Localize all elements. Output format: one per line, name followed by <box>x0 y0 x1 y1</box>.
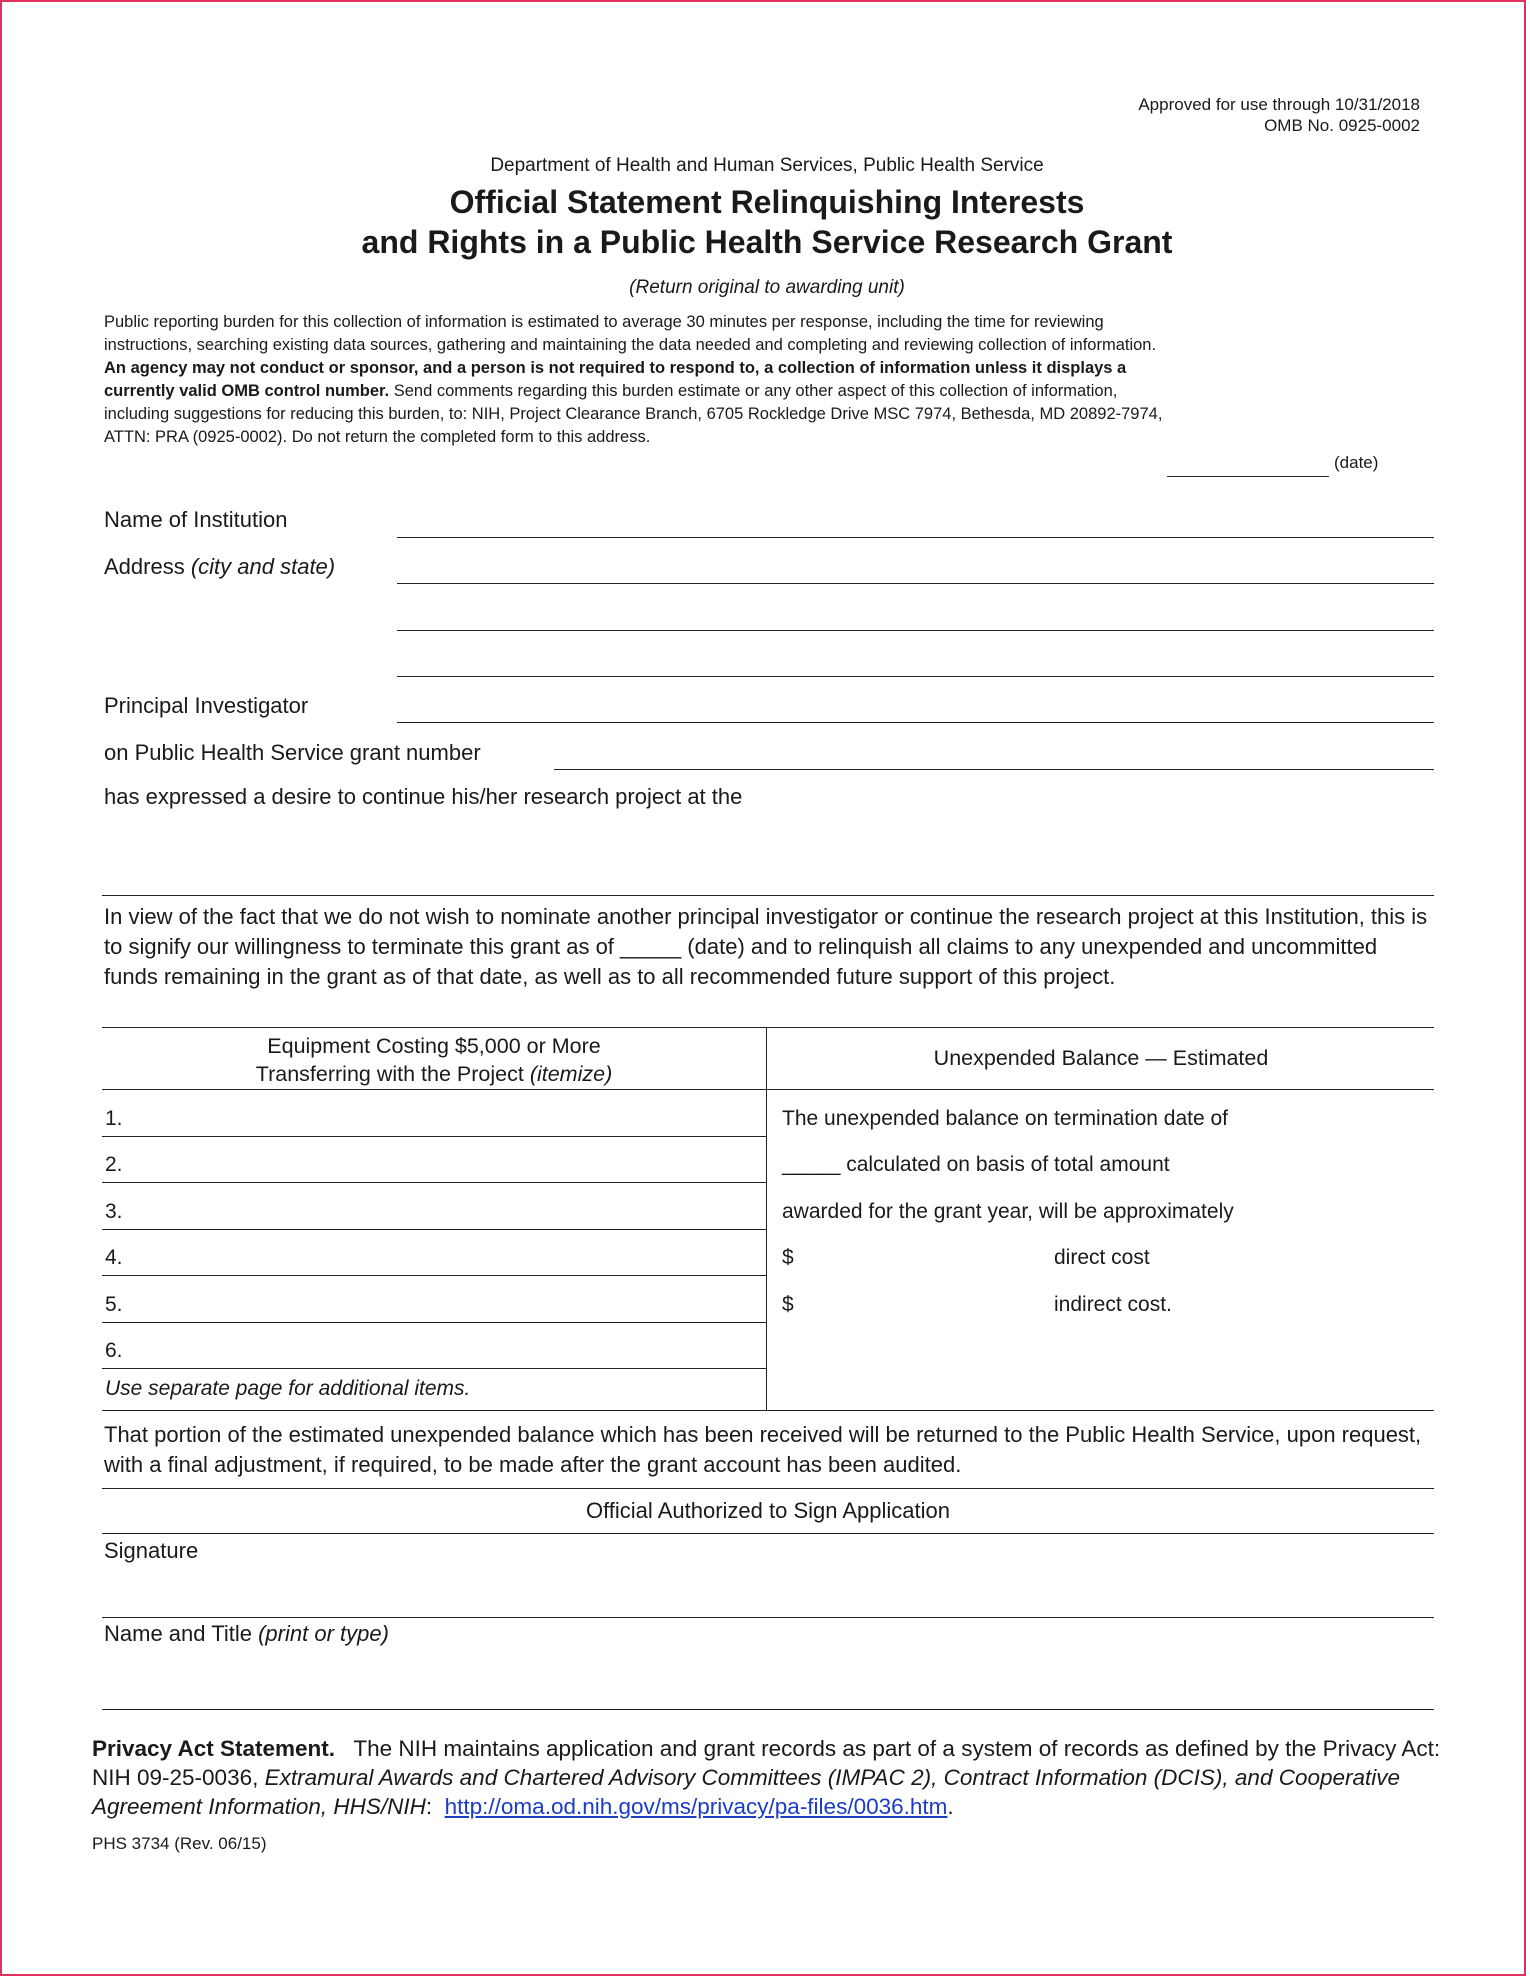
item-field-6[interactable] <box>102 1368 766 1369</box>
equipment-header-line-1: Equipment Costing $5,000 or More <box>267 1034 601 1058</box>
form-subtitle: (Return original to awarding unit) <box>629 277 905 298</box>
pi-field[interactable] <box>397 722 1434 723</box>
signature-field[interactable] <box>102 1617 1434 1618</box>
privacy-act-statement <box>92 1734 1453 1821</box>
institution-continue-field[interactable] <box>102 895 1434 896</box>
institution-field[interactable] <box>397 537 1434 538</box>
balance-text-1: The unexpended balance on termination date of <box>782 1107 1228 1130</box>
privacy-heading: Privacy Act Statement. <box>92 1736 336 1761</box>
title-line-2: and Rights in a Public Health Service Research Grant <box>361 224 1173 260</box>
table-header-border <box>102 1089 1434 1090</box>
form-number: PHS 3734 (Rev. 06/15) <box>92 1834 267 1853</box>
name-title-label <box>104 1621 389 1647</box>
burden-text-1: Public reporting burden for this collection of information is estimated to average 30 minutes per response, including the time for reviewing instructions, searching existing data sources, gathering and maintaining the data needed and completing and reviewing collection of information. <box>104 313 1157 354</box>
burden-statement <box>104 311 1164 449</box>
burden-bold-text: An agency may not conduct or sponsor, and a person is not required to respond to, a collection of information unless it displays a currently valid OMB control number. <box>104 359 1127 400</box>
address-label <box>104 554 335 580</box>
termination-statement: In view of the fact that we do not wish to nominate another principal investigator or continue the research project at this Institution, this is to signify our willingness to terminate this grant as of _____ (date) and to relinquish all claims to any unexpended and uncommitted funds remaining in the grant as of that date, as well as to all recommended future support of this project. <box>104 904 1428 989</box>
equipment-header-text: Transferring with the Project <box>255 1062 524 1086</box>
balance-text-3: awarded for the grant year, will be approximately <box>782 1200 1234 1223</box>
approval-info <box>1138 94 1420 136</box>
item-field-5[interactable] <box>102 1322 766 1323</box>
table-top-border <box>102 1027 1434 1028</box>
date-field-label: (date) <box>1334 453 1379 472</box>
signing-heading: Official Authorized to Sign Application <box>585 1498 951 1523</box>
signing-top-border <box>102 1488 1434 1489</box>
omb-number: OMB No. 0925-0002 <box>1264 116 1420 135</box>
direct-cost-dollar: $ <box>782 1246 794 1269</box>
item-number-6: 6. <box>105 1339 123 1362</box>
date-field-line[interactable] <box>1167 476 1329 477</box>
privacy-end: . <box>947 1794 954 1819</box>
item-number-1: 1. <box>105 1107 123 1130</box>
separate-page-note: Use separate page for additional items. <box>105 1377 471 1400</box>
table-bottom-border <box>102 1410 1434 1411</box>
balance-header: Unexpended Balance — Estimated <box>933 1046 1269 1070</box>
name-title-hint: (print or type) <box>258 1621 389 1646</box>
returned-statement: That portion of the estimated unexpended balance which has been received will be returned to the Public Health Service, upon request, with a final adjustment, if required, to be made after the grant account has been audited. <box>104 1422 1422 1477</box>
equipment-header-hint: (itemize) <box>529 1062 613 1086</box>
signing-heading-border <box>102 1533 1434 1534</box>
equipment-header <box>102 1032 766 1088</box>
department-name: Department of Health and Human Services, Public Health Service <box>490 155 1044 176</box>
address-field-line-3[interactable] <box>397 676 1434 677</box>
item-number-2: 2. <box>105 1153 123 1176</box>
burden-text-2: Send comments regarding this burden estimate or any other aspect of this collection of information, including suggestions for reducing this burden, to: NIH, Project Clearance Branch, 6705 Rockledge Drive MSC 7974, Bethesda, MD 20892-7974, ATTN: PRA (0925-0002). Do not return the completed form to this address. <box>104 382 1163 446</box>
privacy-text-2: : <box>425 1794 445 1819</box>
title-line-1: Official Statement Relinquishing Interests <box>449 184 1085 220</box>
address-field-line-1[interactable] <box>397 583 1434 584</box>
address-label-text: Address <box>104 554 185 579</box>
table-divider <box>766 1027 767 1410</box>
form-title <box>2 182 1530 262</box>
item-field-2[interactable] <box>102 1182 766 1183</box>
item-field-3[interactable] <box>102 1229 766 1230</box>
privacy-italic-text: Extramural Awards and Chartered Advisory Committees (IMPAC 2), Contract Information (DCIS), and Cooperative Agreement Information, HHS/NIH <box>92 1765 1401 1819</box>
item-number-3: 3. <box>105 1200 123 1223</box>
address-hint: (city and state) <box>190 554 336 579</box>
indirect-cost-dollar: $ <box>782 1293 794 1316</box>
desire-label: has expressed a desire to continue his/her research project at the <box>104 784 743 809</box>
pi-label: Principal Investigator <box>104 693 309 718</box>
balance-text-2: _____ calculated on basis of total amount <box>782 1153 1170 1176</box>
name-title-text: Name and Title <box>104 1621 252 1646</box>
item-field-4[interactable] <box>102 1275 766 1276</box>
privacy-text-1: The NIH maintains application and grant records as part of a system of records as defined by the Privacy Act: NIH 09-25-0036, <box>92 1736 1453 1790</box>
grant-number-label: on Public Health Service grant number <box>104 740 481 765</box>
grant-number-field[interactable] <box>554 769 1434 770</box>
privacy-link[interactable]: http://oma.od.nih.gov/ms/privacy/pa-files/0036.htm <box>444 1794 948 1819</box>
signature-label: Signature <box>104 1538 199 1563</box>
direct-cost-label: direct cost <box>1054 1246 1150 1269</box>
item-field-1[interactable] <box>102 1136 766 1137</box>
address-field-line-2[interactable] <box>397 630 1434 631</box>
institution-label: Name of Institution <box>104 507 288 532</box>
item-number-4: 4. <box>105 1246 123 1269</box>
name-title-field[interactable] <box>102 1709 1434 1710</box>
indirect-cost-label: indirect cost. <box>1054 1293 1172 1316</box>
item-number-5: 5. <box>105 1293 123 1316</box>
equipment-header-line-2 <box>102 1060 766 1088</box>
approval-date: Approved for use through 10/31/2018 <box>1138 95 1420 114</box>
